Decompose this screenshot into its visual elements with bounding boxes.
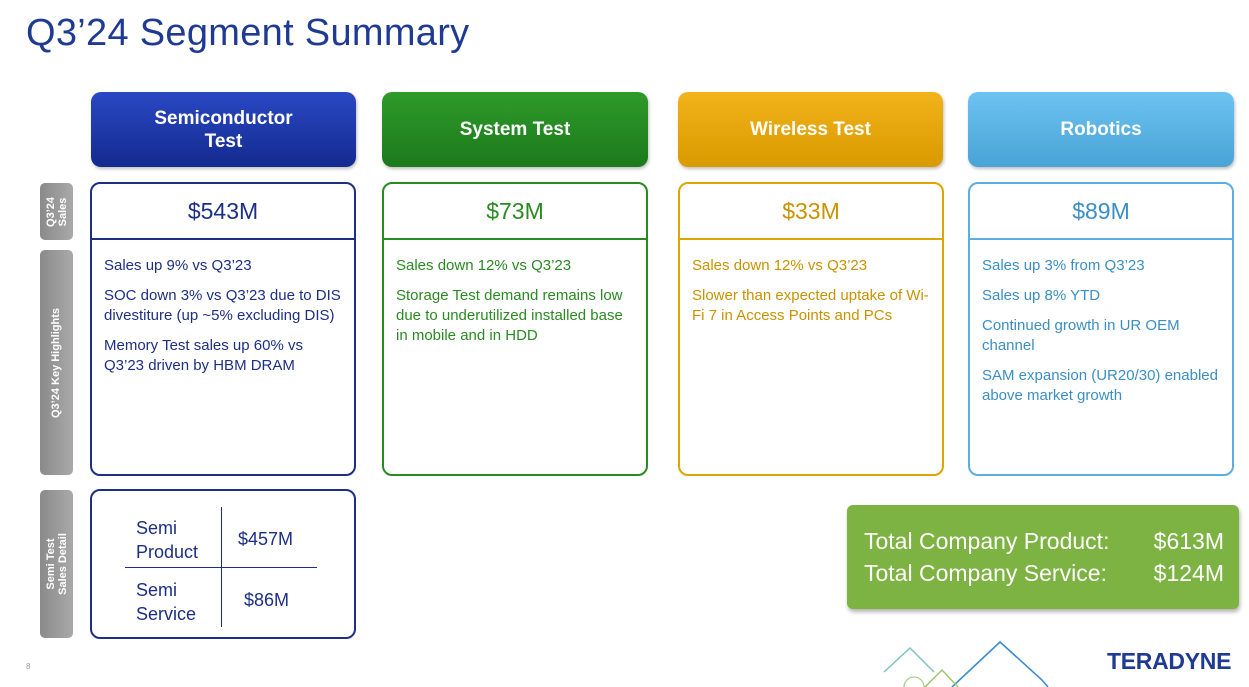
page-title: Q3’24 Segment Summary [26, 12, 470, 54]
divider [125, 567, 317, 568]
logo-diamond-graphic [870, 620, 1110, 687]
segment-header-robotics [968, 92, 1234, 167]
side-tab-highlights-label: Q3’24 Key Highlights [50, 307, 63, 418]
total-service-row [864, 560, 1224, 587]
segment-header-semiconductor [91, 92, 356, 167]
segment-box-wireless [678, 182, 944, 476]
segment-name: System Test [459, 119, 571, 140]
segment-sales: $543M [92, 184, 354, 240]
total-product-value: $613M [1153, 528, 1224, 554]
highlight-item: Sales down 12% vs Q3’23 [692, 257, 868, 274]
semi-product-label: Semi Product [136, 518, 199, 562]
company-totals-box [847, 505, 1239, 609]
highlight-item: Storage Test demand remains low due to underutilized installed base in mobile and in HDD [396, 287, 623, 344]
total-product-label: Total Company Product: [864, 528, 1110, 554]
segment-name: Semiconductor Test [154, 107, 293, 152]
highlight-item: Sales up 8% YTD [982, 287, 1101, 304]
side-tab-sales-label: Q3’24 Sales [44, 196, 69, 227]
total-product-row [864, 528, 1224, 555]
segment-box-system [382, 182, 648, 476]
highlight-item: Memory Test sales up 60% vs Q3’23 driven by HBM DRAM [104, 337, 303, 374]
segment-name: Wireless Test [750, 119, 871, 140]
side-tab-detail-label: Semi Test Sales Detail [44, 533, 69, 595]
highlight-item: SAM expansion (UR20/30) enabled above market growth [982, 367, 1218, 404]
highlight-item: Sales down 12% vs Q3’23 [396, 257, 572, 274]
highlight-item: SOC down 3% vs Q3’23 due to DIS divestiture (up ~5% excluding DIS) [104, 287, 341, 324]
segment-header-wireless [678, 92, 943, 167]
total-service-label: Total Company Service: [864, 560, 1107, 586]
side-tab-highlights [40, 250, 73, 475]
semi-product-value: $457M [238, 529, 294, 549]
page-number: 8 [26, 662, 31, 671]
highlight-item: Continued growth in UR OEM channel [982, 317, 1180, 354]
highlight-item: Slower than expected uptake of Wi-Fi 7 in Access Points and PCs [692, 287, 929, 324]
highlight-item: Sales up 3% from Q3’23 [982, 257, 1145, 274]
segment-sales: $73M [384, 184, 646, 240]
segment-box-semiconductor [90, 182, 356, 476]
highlight-item: Sales up 9% vs Q3’23 [104, 257, 252, 274]
segment-box-robotics [968, 182, 1234, 476]
semi-service-label: Semi Service [136, 580, 197, 624]
teradyne-logo: TERADYNE [1107, 648, 1232, 674]
side-tab-detail [40, 490, 73, 638]
side-tab-sales [40, 183, 73, 240]
total-service-value: $124M [1153, 560, 1224, 586]
segment-name: Robotics [1060, 119, 1142, 140]
segment-sales: $33M [680, 184, 942, 240]
semi-service-value: $86M [244, 590, 290, 610]
semi-sales-detail-table [90, 489, 356, 639]
segment-sales: $89M [970, 184, 1232, 240]
segment-header-system [382, 92, 648, 167]
